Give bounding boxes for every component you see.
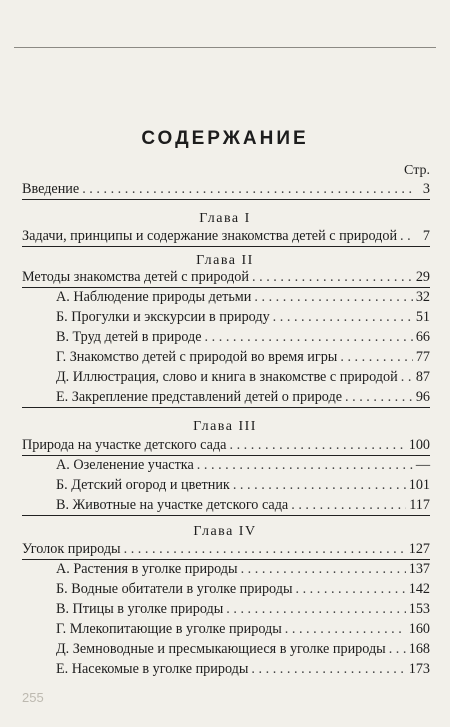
toc-entry-label: В. Труд детей в природе (56, 329, 202, 345)
toc-subentry (56, 560, 430, 578)
leader-dots (226, 600, 405, 618)
toc-entry-page: 168 (408, 641, 430, 657)
toc-entry-page: 29 (415, 269, 430, 285)
chapter-heading: Глава IV (193, 524, 257, 539)
toc-entry-page: 160 (408, 621, 430, 637)
leader-dots (205, 328, 413, 346)
toc-chapter-title (22, 436, 430, 454)
toc-entry-label: А. Растения в уголке природы (56, 561, 238, 577)
toc-entry-label: А. Озеленение участка (56, 457, 194, 473)
leader-dots (233, 476, 406, 494)
leader-dots (252, 268, 413, 286)
leader-dots (229, 436, 405, 454)
leader-dots (273, 308, 413, 326)
chapter-heading: Глава I (199, 211, 251, 226)
toc-entry-label: Уголок природы (22, 541, 121, 557)
leader-dots (400, 227, 413, 245)
toc-subentry (56, 348, 430, 366)
toc-entry-page: 32 (415, 289, 430, 305)
toc-entry-page: 137 (408, 561, 430, 577)
leader-dots (251, 660, 405, 678)
toc-entry-page: 173 (408, 661, 430, 677)
toc-entry-label: Природа на участке детского сада (22, 437, 227, 453)
toc-entry-label: Методы знакомства детей с природой (22, 269, 249, 285)
toc-entry-label: Д. Иллюстрация, слово и книга в знакомстве с природой (56, 369, 398, 385)
toc-subentry (56, 368, 430, 386)
leader-dots (241, 560, 406, 578)
toc-subentry (56, 600, 430, 618)
toc-entry-label: Б. Прогулки и экскурсии в природу (56, 309, 270, 325)
toc-entry-label: Е. Закрепление представлений детей о природе (56, 389, 343, 405)
toc-entry-page: 127 (408, 541, 430, 557)
leader-dots (285, 620, 406, 638)
toc-entry-page: 3 (422, 181, 430, 197)
toc-entry-label: Задачи, принципы и содержание знакомства детей с природой (22, 228, 398, 244)
toc-entry-page: 87 (415, 369, 430, 385)
toc-entry-label: А. Наблюдение природы детьми (56, 289, 252, 305)
leader-dots (82, 180, 413, 198)
toc-entry-intro (22, 180, 430, 198)
toc-entry-label: Е. Насекомые в уголке природы (56, 661, 249, 677)
toc-entry-page: 77 (415, 349, 430, 365)
toc-subentry (56, 388, 430, 406)
toc-subentry (56, 496, 430, 514)
leader-dots (340, 348, 412, 366)
toc-entry-page: — (415, 457, 430, 473)
section-divider (22, 407, 430, 408)
leader-dots (345, 388, 413, 406)
leader-dots (291, 496, 406, 514)
toc-subentry (56, 476, 430, 494)
toc-entry-page: 66 (415, 329, 430, 345)
pages-column-header: Стр. (404, 163, 430, 178)
section-divider (22, 199, 430, 200)
chapter-heading: Глава II (196, 253, 254, 268)
toc-subentry (56, 456, 430, 474)
leader-dots (254, 288, 412, 306)
toc-entry-page: 51 (415, 309, 430, 325)
toc-chapter-title (22, 268, 430, 286)
page-title: СОДЕРЖАНИЕ (141, 128, 309, 149)
toc-entry-page: 100 (408, 437, 430, 453)
toc-chapter-title (22, 540, 430, 558)
toc-entry-label: В. Птицы в уголке природы (56, 601, 224, 617)
toc-subentry (56, 640, 430, 658)
toc-entry-page: 96 (415, 389, 430, 405)
toc-entry-page: 101 (408, 477, 430, 493)
toc-entry-label: Д. Земноводные и пресмыкающиеся в уголке природы (56, 641, 386, 657)
toc-subentry (56, 620, 430, 638)
toc-entry-label: Введение (22, 181, 80, 197)
toc-entry-label: Г. Знакомство детей с природой во время игры (56, 349, 338, 365)
toc-subentry (56, 580, 430, 598)
toc-entry-page: 7 (422, 228, 430, 244)
toc-entry-page: 142 (408, 581, 430, 597)
chapter-heading: Глава III (193, 419, 257, 434)
leader-dots (197, 456, 413, 474)
leader-dots (401, 368, 413, 386)
toc-subentry (56, 288, 430, 306)
toc-entry-page: 153 (408, 601, 430, 617)
leader-dots (389, 640, 406, 658)
top-rule (14, 47, 436, 48)
section-divider (22, 246, 430, 247)
leader-dots (295, 580, 405, 598)
toc-entry-label: Б. Водные обитатели в уголке природы (56, 581, 293, 597)
toc-entry-page: 117 (409, 497, 430, 513)
section-divider (22, 515, 430, 516)
toc-entry-label: Г. Млекопитающие в уголке природы (56, 621, 282, 637)
page-number: 255 (22, 690, 44, 705)
toc-subentry (56, 660, 430, 678)
toc-subentry (56, 328, 430, 346)
toc-entry-label: В. Животные на участке детского сада (56, 497, 289, 513)
toc-subentry (56, 308, 430, 326)
toc-entry-label: Б. Детский огород и цветник (56, 477, 230, 493)
toc-chapter-title (22, 227, 430, 245)
leader-dots (124, 540, 406, 558)
